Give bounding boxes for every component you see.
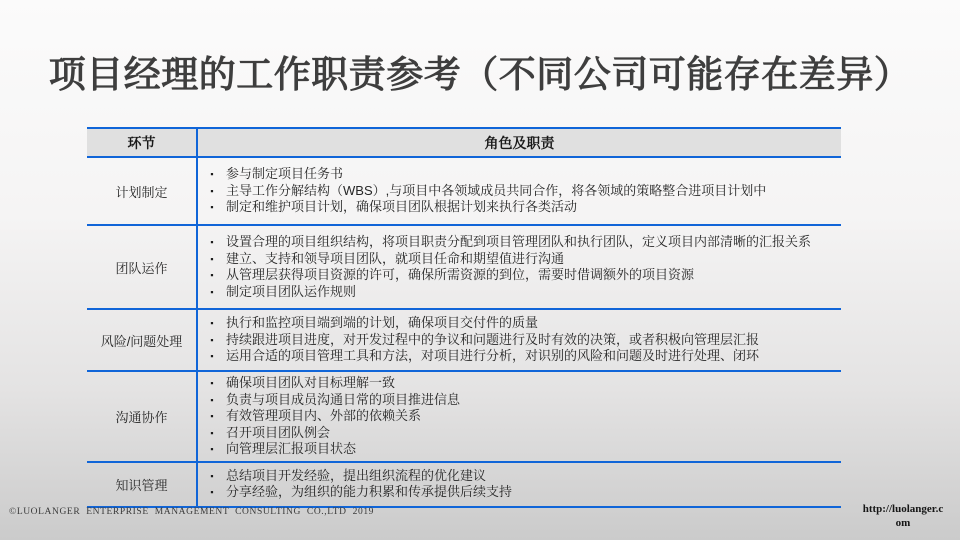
duty-item (198, 425, 833, 442)
bullet-icon: ▪ (210, 318, 214, 329)
bullet-icon: ▪ (210, 487, 214, 497)
table-header (87, 128, 841, 157)
bullet-icon: ▪ (210, 237, 214, 247)
column-header-duties: 角色及职责 (197, 128, 841, 157)
duty-item-text: 总结项目开发经验，提出组织流程的优化建议 (226, 467, 487, 483)
bullet-icon: ▪ (210, 270, 214, 280)
bullet-icon: ▪ (210, 286, 214, 297)
duty-item (198, 332, 833, 349)
duty-item (198, 251, 833, 268)
duty-item (198, 183, 833, 200)
duty-item (198, 348, 833, 365)
duty-item-text: 向管理层汇报项目状态 (226, 441, 357, 456)
phase-cell: 沟通协作 (87, 371, 197, 462)
duty-item (198, 484, 833, 501)
table-row (87, 225, 841, 309)
duties-cell (197, 309, 841, 371)
duty-item-text: 负责与项目成员沟通日常的项目推进信息 (226, 391, 461, 407)
bullet-icon: ▪ (210, 444, 214, 454)
duty-item-text: 召开项目团队例会 (226, 424, 331, 440)
duty-item (198, 284, 833, 301)
duty-item-text: 有效管理项目内、外部的依赖关系 (226, 408, 422, 423)
duty-item-text: 建立、支持和领导项目团队，就项目任命和期望值进行沟通 (226, 250, 565, 266)
duty-item-text: 制定和维护项目计划，确保项目团队根据计划来执行各类活动 (226, 199, 578, 215)
duty-list (198, 315, 833, 365)
table-row (87, 371, 841, 462)
duty-item (198, 166, 833, 183)
bullet-icon: ▪ (210, 411, 214, 421)
duty-item-text: 持续跟进项目进度，对开发过程中的争议和问题进行及时有效的决策，或者积极向管理层汇报 (226, 331, 760, 347)
duty-item-text: 从管理层获得项目资源的许可，确保所需资源的到位，需要时借调额外的项目资源 (226, 267, 695, 282)
duty-item-text: 分享经验，为组织的能力积累和传承提供后续支持 (226, 484, 513, 499)
table-row (87, 462, 841, 507)
bullet-icon: ▪ (210, 394, 214, 405)
duty-item (198, 441, 833, 458)
header-row (87, 128, 841, 157)
duty-item (198, 392, 833, 409)
phase-cell: 知识管理 (87, 462, 197, 507)
phase-cell: 计划制定 (87, 157, 197, 225)
duty-item (198, 199, 833, 216)
bullet-icon: ▪ (210, 351, 214, 362)
bullet-icon: ▪ (210, 185, 214, 196)
duty-item (198, 234, 833, 251)
duty-item-text: 运用合适的项目管理工具和方法，对项目进行分析，对识别的风险和问题及时进行处理、闭环 (226, 348, 760, 364)
duty-item-text: 执行和监控项目端到端的计划，确保项目交付件的质量 (226, 315, 539, 331)
bullet-icon: ▪ (210, 202, 214, 213)
duty-list (198, 166, 833, 216)
duty-item (198, 267, 833, 284)
duty-list (198, 234, 833, 300)
duties-cell (197, 462, 841, 507)
phase-cell: 风险/问题处理 (87, 309, 197, 371)
duty-item (198, 375, 833, 392)
site-url: http://luolanger.com (862, 503, 944, 529)
duty-item-text: 设置合理的项目组织结构，将项目职责分配到项目管理团队和执行团队，定义项目内部清晰的汇报关系 (226, 234, 812, 249)
table-body (87, 157, 841, 507)
duty-item (198, 408, 833, 425)
copyright-text: ©LUOLANGER ENTERPRISE MANAGEMENT CONSULTING CO.,LTD 2019 (9, 507, 375, 517)
duty-list (198, 375, 833, 458)
duty-item-text: 制定项目团队运作规则 (226, 283, 357, 299)
duty-item-text: 参与制定项目任务书 (226, 166, 344, 182)
page-title: 项目经理的工作职责参考（不同公司可能存在差异） (48, 54, 912, 95)
column-header-phase: 环节 (87, 128, 197, 157)
table-row (87, 309, 841, 371)
duty-item-text: 确保项目团队对目标理解一致 (226, 375, 396, 390)
bullet-icon: ▪ (210, 253, 214, 264)
duty-table (87, 127, 841, 508)
table-row (87, 157, 841, 225)
bullet-icon: ▪ (210, 427, 214, 438)
bullet-icon: ▪ (210, 169, 214, 180)
bullet-icon: ▪ (210, 470, 214, 481)
duties-cell (197, 157, 841, 225)
duties-cell (197, 371, 841, 462)
duty-list (198, 468, 833, 501)
duty-item (198, 315, 833, 332)
duty-item (198, 468, 833, 485)
duty-item-text: 主导工作分解结构（WBS）,与项目中各领域成员共同合作，将各领域的策略整合进项目计划中 (226, 182, 767, 198)
phase-cell: 团队运作 (87, 225, 197, 309)
bullet-icon: ▪ (210, 378, 214, 388)
duties-cell (197, 225, 841, 309)
bullet-icon: ▪ (210, 334, 214, 345)
